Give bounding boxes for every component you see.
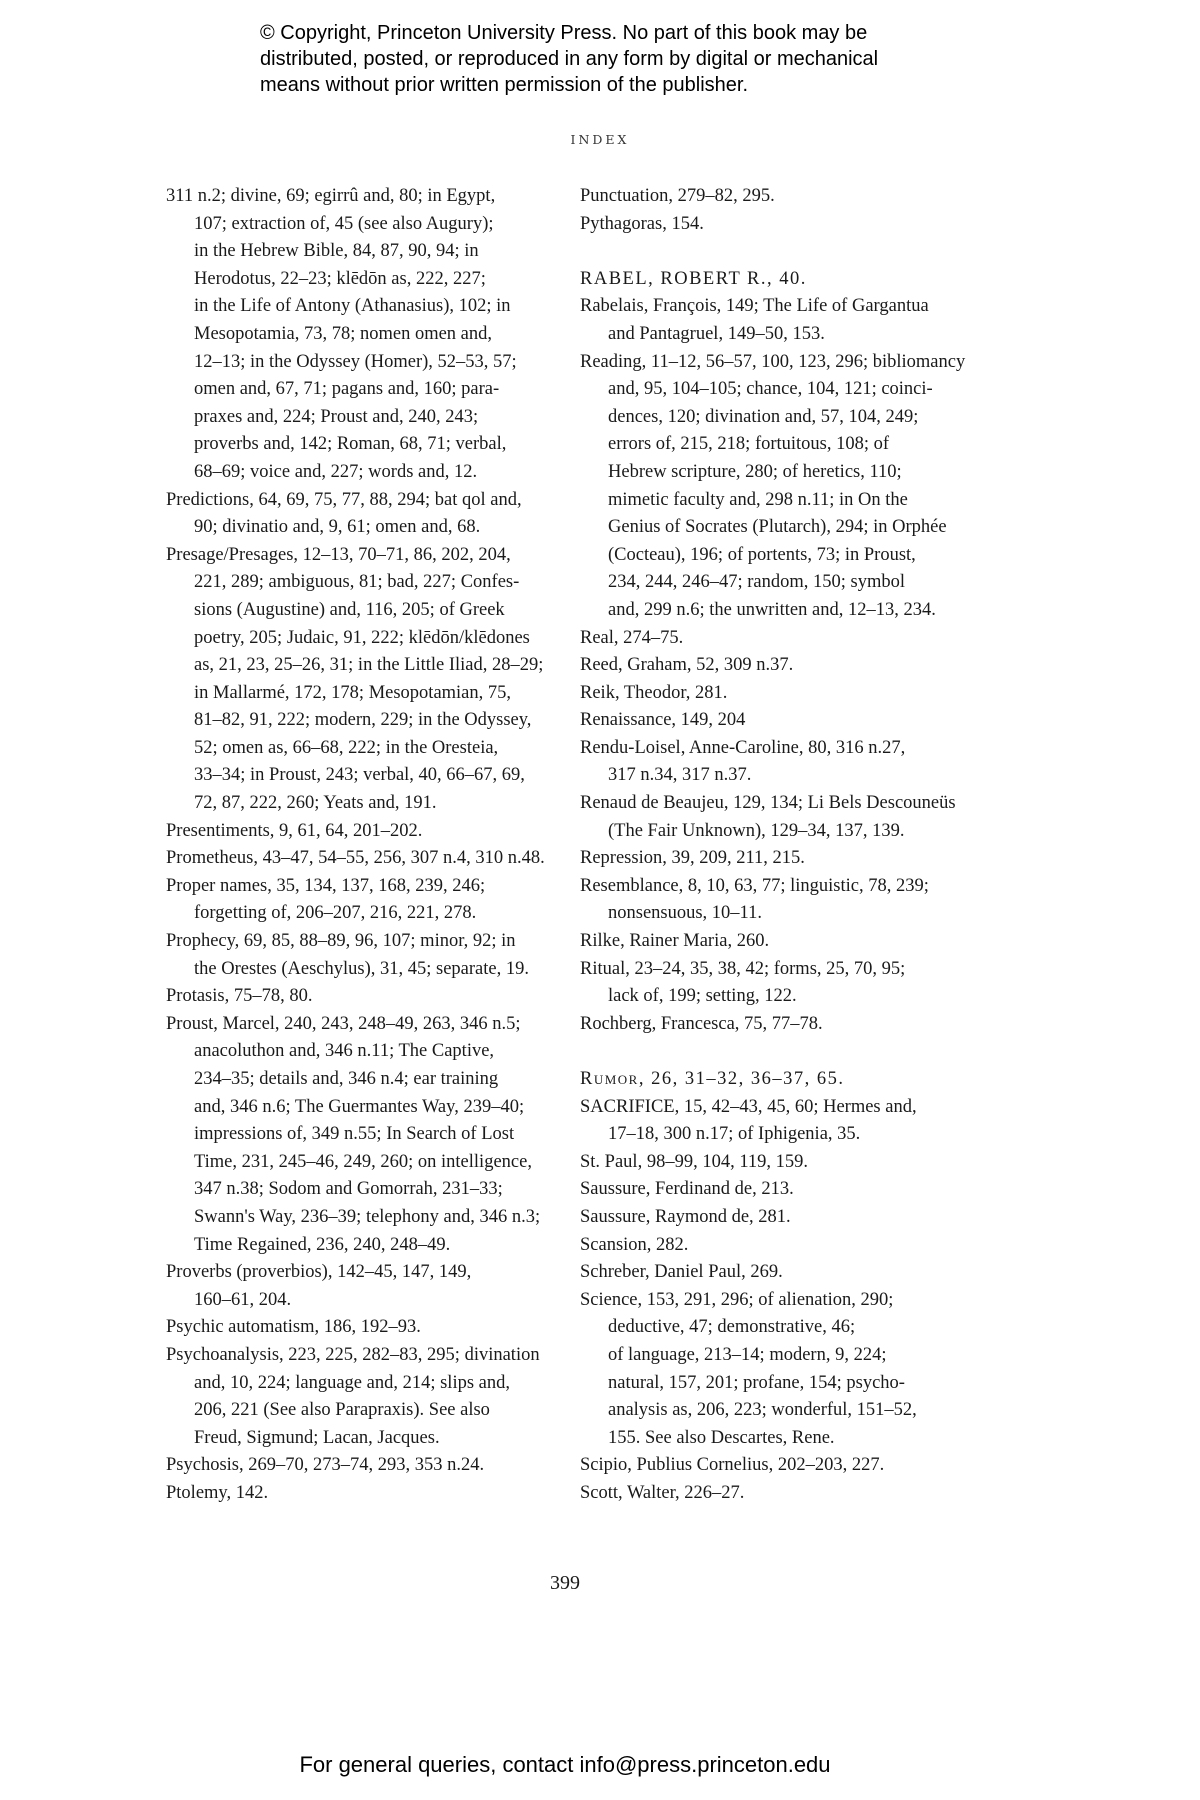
index-entry: Pythagoras, 154. [580, 213, 704, 234]
index-entry: Rabelais, François, 149; The Life of Gargantua [580, 296, 929, 317]
index-entry-continuation: and Pantagruel, 149–50, 153. [608, 323, 825, 344]
index-entry-continuation: and, 299 n.6; the unwritten and, 12–13, 234. [608, 599, 936, 620]
letter-section-gap [580, 1038, 990, 1066]
index-entry-continuation: in the Life of Antony (Athanasius), 102; in [194, 296, 511, 317]
index-entry-continuation: nonsensuous, 10–11. [608, 903, 762, 924]
index-entry-continuation: 68–69; voice and, 227; words and, 12. [194, 461, 478, 482]
index-entry-continuation: sions (Augustine) and, 116, 205; of Greek [194, 599, 505, 620]
index-entry: Proverbs (proverbios), 142–45, 147, 149, [166, 1262, 472, 1283]
index-entry-continuation: and, 95, 104–105; chance, 104, 121; coinci- [608, 379, 933, 400]
index-entry-continuation: in Mallarmé, 172, 178; Mesopotamian, 75, [194, 682, 512, 703]
index-column-left [166, 183, 566, 1508]
index-entry-continuation: 52; omen as, 66–68, 222; in the Oresteia, [194, 737, 499, 758]
index-entry: Psychic automatism, 186, 192–93. [166, 1317, 421, 1338]
index-entry: Reik, Theodor, 281. [580, 682, 728, 703]
index-entry-continuation: of language, 213–14; modern, 9, 224; [608, 1344, 887, 1365]
index-entry: Predictions, 64, 69, 75, 77, 88, 294; bat qol and, [166, 489, 522, 510]
index-entry-continuation: Herodotus, 22–23; klēdōn as, 222, 227; [194, 268, 486, 289]
page-number: 399 [550, 1572, 580, 1594]
index-entry-continuation: mimetic faculty and, 298 n.11; in On the [608, 489, 908, 510]
index-entry: Scansion, 282. [580, 1234, 689, 1255]
index-entry-continuation: Genius of Socrates (Plutarch), 294; in Orphée [608, 517, 947, 538]
copyright-line: distributed, posted, or reproduced in any form by digital or mechanical [260, 48, 879, 70]
index-entry-continuation: 347 n.38; Sodom and Gomorrah, 231–33; [194, 1179, 503, 1200]
index-entry-continuation: lack of, 199; setting, 122. [608, 986, 797, 1007]
index-entry-continuation: forgetting of, 206–207, 216, 221, 278. [194, 903, 477, 924]
index-entry: Science, 153, 291, 296; of alienation, 290; [580, 1289, 894, 1310]
index-column-right [580, 183, 990, 1508]
index-entry-continuation: Swann's Way, 236–39; telephony and, 346 n.3; [194, 1206, 541, 1227]
index-entry: Scott, Walter, 226–27. [580, 1482, 745, 1503]
index-entry-continuation: 317 n.34, 317 n.37. [608, 765, 752, 786]
index-entry: Ptolemy, 142. [166, 1482, 269, 1503]
index-entry-continuation: anacoluthon and, 346 n.11; The Captive, [194, 1041, 495, 1062]
index-entry-continuation: in the Hebrew Bible, 84, 87, 90, 94; in [194, 241, 479, 262]
letter-section-gap [580, 238, 990, 266]
index-entry: Repression, 39, 209, 211, 215. [580, 848, 805, 869]
index-entry: Punctuation, 279–82, 295. [580, 186, 775, 206]
index-entry: Prophecy, 69, 85, 88–89, 96, 107; minor, 92; in [166, 931, 516, 952]
copyright-line: means without prior written permission of the publisher. [260, 74, 749, 96]
index-entry: Saussure, Raymond de, 281. [580, 1206, 791, 1227]
copyright-line: © Copyright, Princeton University Press. No part of this book may be [260, 22, 868, 44]
index-entry-continuation: proverbs and, 142; Roman, 68, 71; verbal, [194, 434, 507, 455]
index-entry-continuation: 81–82, 91, 222; modern, 229; in the Odyssey, [194, 710, 532, 731]
index-entry-continuation: 12–13; in the Odyssey (Homer), 52–53, 57; [194, 351, 517, 372]
index-entry: Presentiments, 9, 61, 64, 201–202. [166, 820, 423, 841]
copyright-notice [260, 20, 980, 98]
index-entry: Proper names, 35, 134, 137, 168, 239, 246; [166, 875, 486, 896]
index-entry: Renaissance, 149, 204 [580, 710, 746, 731]
index-entry: Rochberg, Francesca, 75, 77–78. [580, 1013, 823, 1034]
index-entry-continuation: 17–18, 300 n.17; of Iphigenia, 35. [608, 1124, 861, 1145]
index-entry-continuation: 234–35; details and, 346 n.4; ear training [194, 1069, 499, 1089]
index-entry: Resemblance, 8, 10, 63, 77; linguistic, 78, 239; [580, 875, 929, 896]
index-entry-continuation: errors of, 215, 218; fortuitous, 108; of [608, 434, 890, 455]
index-entry-continuation: natural, 157, 201; profane, 154; psycho- [608, 1372, 905, 1393]
index-entry-continuation: Freud, Sigmund; Lacan, Jacques. [194, 1427, 440, 1448]
index-entry: Scipio, Publius Cornelius, 202–203, 227. [580, 1455, 885, 1476]
footer-contact: For general queries, contact info@press.princeton.edu [299, 1752, 831, 1777]
index-entry: Protasis, 75–78, 80. [166, 986, 313, 1007]
index-entry-continuation: 155. See also Descartes, Rene. [608, 1427, 835, 1448]
index-entry-continuation: analysis as, 206, 223; wonderful, 151–52, [608, 1400, 917, 1421]
index-entry: RABEL, ROBERT R., 40. [580, 268, 807, 289]
index-entry-continuation: 72, 87, 222, 260; Yeats and, 191. [194, 793, 437, 814]
index-entry-continuation: 160–61, 204. [194, 1289, 292, 1310]
index-entry: Reading, 11–12, 56–57, 100, 123, 296; bibliomancy [580, 351, 966, 372]
index-entry: Renaud de Beaujeu, 129, 134; Li Bels Descouneüs [580, 793, 956, 814]
index-entry-continuation: as, 21, 23, 25–26, 31; in the Little Iliad, 28–29; [194, 655, 544, 676]
index-entry-continuation: omen and, 67, 71; pagans and, 160; para- [194, 379, 500, 400]
index-entry: St. Paul, 98–99, 104, 119, 159. [580, 1151, 809, 1172]
index-entry-continuation: Mesopotamia, 73, 78; nomen omen and, [194, 323, 493, 344]
index-entry-continuation: 33–34; in Proust, 243; verbal, 40, 66–67, 69, [194, 765, 525, 786]
index-entry: Rendu-Loisel, Anne-Caroline, 80, 316 n.27, [580, 737, 906, 758]
index-entry-continuation: 90; divinatio and, 9, 61; omen and, 68. [194, 517, 481, 538]
index-entry-continuation: impressions of, 349 n.55; In Search of Lost [194, 1124, 515, 1145]
index-entry: Presage/Presages, 12–13, 70–71, 86, 202, 204, [166, 544, 511, 565]
index-entry-continuation: Time Regained, 236, 240, 248–49. [194, 1234, 451, 1255]
index-entry-continuation: poetry, 205; Judaic, 91, 222; klēdōn/klēdones [194, 627, 530, 648]
index-entry: Psychoanalysis, 223, 225, 282–83, 295; divination [166, 1344, 540, 1365]
index-entry-continuation: dences, 120; divination and, 57, 104, 249; [608, 406, 919, 427]
index-entry: Proust, Marcel, 240, 243, 248–49, 263, 346 n.5; [166, 1013, 521, 1034]
index-entry: Prometheus, 43–47, 54–55, 256, 307 n.4, 310 n.48. [166, 848, 545, 869]
index-entry: SACRIFICE, 15, 42–43, 45, 60; Hermes and, [580, 1096, 917, 1117]
index-entry: Ritual, 23–24, 35, 38, 42; forms, 25, 70, 95; [580, 958, 906, 979]
index-entry: Real, 274–75. [580, 627, 684, 648]
index-entry: 311 n.2; divine, 69; egirrû and, 80; in Egypt, [166, 186, 496, 206]
index-entry: Saussure, Ferdinand de, 213. [580, 1179, 794, 1200]
index-entry-continuation: 206, 221 (See also Parapraxis). See also [194, 1400, 490, 1421]
index-entry-continuation: praxes and, 224; Proust and, 240, 243; [194, 406, 479, 427]
index-entry-continuation: and, 346 n.6; The Guermantes Way, 239–40; [194, 1096, 525, 1117]
index-entry-continuation: the Orestes (Aeschylus), 31, 45; separate, 19. [194, 958, 529, 979]
index-entry-continuation: (The Fair Unknown), 129–34, 137, 139. [608, 820, 905, 841]
index-entry-continuation: Hebrew scripture, 280; of heretics, 110; [608, 461, 902, 482]
index-entry-continuation: and, 10, 224; language and, 214; slips and, [194, 1372, 510, 1393]
index-entry: Psychosis, 269–70, 273–74, 293, 353 n.24. [166, 1455, 485, 1476]
index-entry-continuation: 221, 289; ambiguous, 81; bad, 227; Confes- [194, 572, 520, 593]
index-entry-continuation: 107; extraction of, 45 (see also Augury); [194, 213, 494, 234]
index-entry: Schreber, Daniel Paul, 269. [580, 1262, 783, 1283]
index-entry-continuation: 234, 244, 246–47; random, 150; symbol [608, 572, 906, 593]
index-entry: Reed, Graham, 52, 309 n.37. [580, 655, 794, 676]
running-head: INDEX [570, 132, 630, 147]
index-entry-continuation: Time, 231, 245–46, 249, 260; on intelligence, [194, 1151, 532, 1172]
index-entry-continuation: deductive, 47; demonstrative, 46; [608, 1317, 856, 1338]
index-entry: Rumor, 26, 31–32, 36–37, 65. [580, 1069, 845, 1089]
index-entry-continuation: (Cocteau), 196; of portents, 73; in Proust, [608, 544, 916, 565]
index-entry: Rilke, Rainer Maria, 260. [580, 931, 770, 952]
